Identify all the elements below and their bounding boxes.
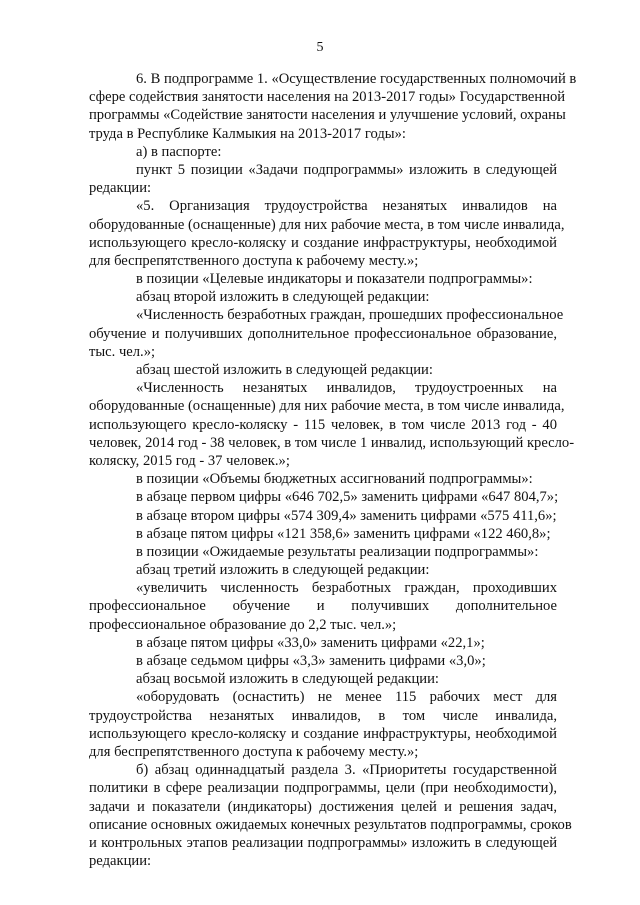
text-line: «оборудовать (оснастить) не менее 115 рабочих мест для bbox=[136, 689, 557, 706]
text-line: тыс. чел.»; bbox=[89, 343, 156, 360]
text-line: человек, 2014 год - 38 человек, в том числе 1 инвалид, использующий кресло- bbox=[89, 434, 575, 451]
text-line: коляску, 2015 год - 37 человек.»; bbox=[89, 452, 290, 469]
text-line: для беспрепятственного доступа к рабочему месту.»; bbox=[89, 743, 419, 760]
text-line: обучение и получивших дополнительное профессиональное образование, bbox=[89, 325, 557, 342]
text-line: абзац второй изложить в следующей редакции: bbox=[136, 289, 430, 306]
text-line: и контрольных этапов реализации подпрограммы» изложить в следующей bbox=[89, 834, 557, 851]
text-line: задачи и показатели (индикаторы) достижения целей и решения задач, bbox=[89, 798, 557, 815]
text-line: абзац третий изложить в следующей редакции: bbox=[136, 562, 430, 579]
text-line: в позиции «Целевые индикаторы и показатели подпрограммы»: bbox=[136, 271, 533, 288]
text-line: использующего кресло-коляску - 115 человек, в том числе 2013 год - 40 bbox=[89, 416, 557, 433]
text-line: в абзаце пятом цифры «33,0» заменить цифрами «22,1»; bbox=[136, 634, 485, 651]
text-line: редакции: bbox=[89, 180, 152, 197]
text-line: в абзаце седьмом цифры «3,3» заменить цифрами «3,0»; bbox=[136, 653, 486, 669]
text-line: в абзаце втором цифры «574 309,4» заменить цифрами «575 411,6»; bbox=[136, 507, 557, 524]
text-line: оборудованные (оснащенные) для них рабочие места, в том числе инвалида, bbox=[89, 216, 565, 233]
text-line: оборудованные (оснащенные) для них рабочие места, в том числе инвалида, bbox=[89, 398, 565, 415]
text-line: сфере содействия занятости населения на 2013-2017 годы» Государственной bbox=[89, 89, 566, 106]
text-line: для беспрепятственного доступа к рабочему месту.»; bbox=[89, 252, 419, 269]
text-line: 6. В подпрограмме 1. «Осуществление государственных полномочий в bbox=[136, 71, 577, 87]
text-line: в позиции «Ожидаемые результаты реализации подпрограммы»: bbox=[136, 543, 539, 560]
text-line: политики в сфере реализации подпрограммы, цели (при необходимости), bbox=[89, 780, 557, 797]
text-line: в абзаце пятом цифры «121 358,6» заменить цифрами «122 460,8»; bbox=[136, 525, 551, 542]
text-line: «Численность незанятых инвалидов, трудоустроенных на bbox=[136, 380, 557, 397]
text-line: пункт 5 позиции «Задачи подпрограммы» изложить в следующей bbox=[136, 161, 557, 178]
text-line: использующего кресло-коляску и создание инфраструктуры, необходимой bbox=[89, 234, 557, 251]
text-line: трудоустройства незанятых инвалидов, в том числе инвалида, bbox=[89, 707, 557, 724]
text-line: использующего кресло-коляску и создание инфраструктуры, необходимой bbox=[89, 725, 557, 742]
text-line: в позиции «Объемы бюджетных ассигнований подпрограммы»: bbox=[136, 471, 533, 488]
text-line: абзац восьмой изложить в следующей редакции: bbox=[136, 671, 439, 688]
document-body bbox=[89, 70, 577, 870]
text-line: «увеличить численность безработных граждан, проходивших bbox=[136, 580, 557, 597]
text-line: описание основных ожидаемых конечных результатов подпрограммы, сроков bbox=[89, 816, 572, 833]
text-line: «Численность безработных граждан, прошедших профессиональное bbox=[136, 307, 564, 324]
text-line: в абзаце первом цифры «646 702,5» заменить цифрами «647 804,7»; bbox=[136, 489, 559, 506]
text-line: б) абзац одиннадцатый раздела 3. «Приоритеты государственной bbox=[136, 762, 557, 779]
text-line: а) в паспорте: bbox=[136, 143, 222, 160]
text-line: труда в Республике Калмыкия на 2013-2017 годы»: bbox=[89, 125, 406, 142]
page-number: 5 bbox=[316, 40, 324, 55]
text-line: редакции: bbox=[89, 853, 152, 870]
text-line: профессиональное обучение и получивших дополнительное bbox=[89, 598, 557, 615]
text-line: абзац шестой изложить в следующей редакции: bbox=[136, 362, 433, 378]
text-line: профессиональное образование до 2,2 тыс. чел.»; bbox=[89, 616, 397, 633]
text-line: программы «Содействие занятости населения и улучшение условий, охраны bbox=[89, 107, 566, 124]
text-line: «5. Организация трудоустройства незанятых инвалидов на bbox=[136, 198, 557, 215]
